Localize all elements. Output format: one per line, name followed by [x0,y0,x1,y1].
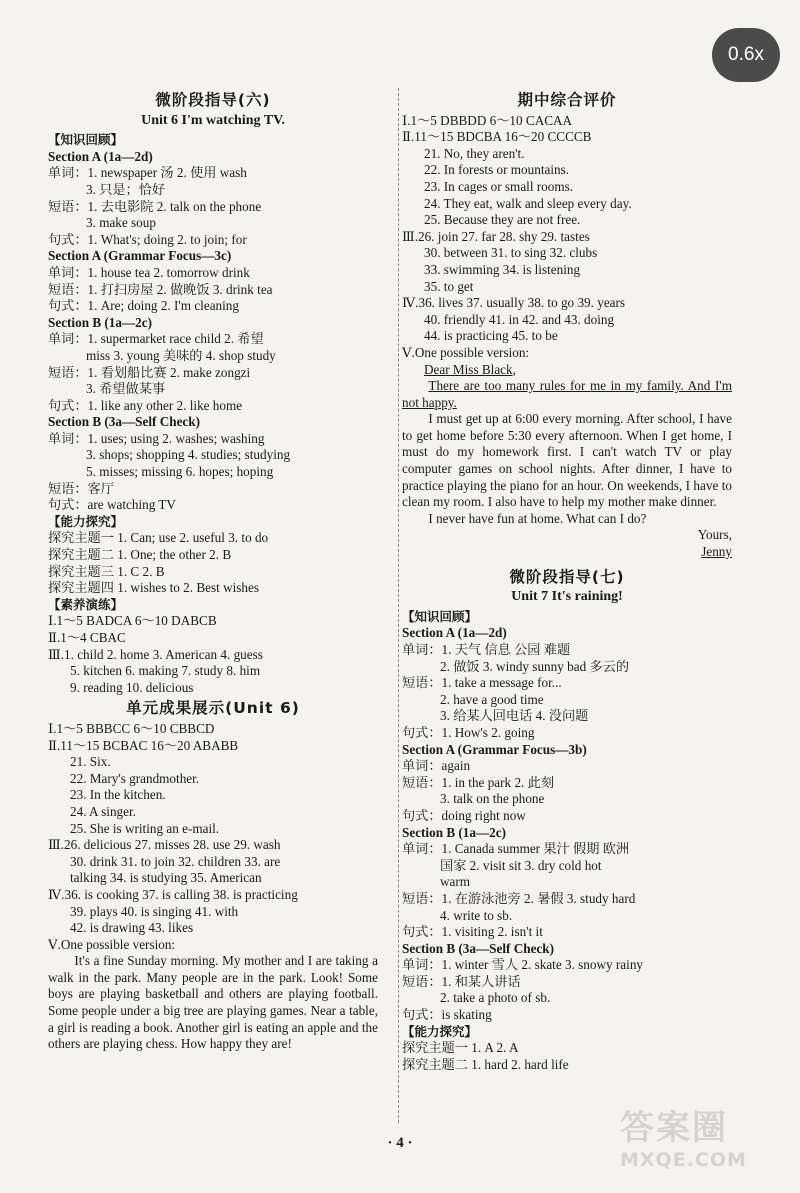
answer-line: Ⅴ.One possible version: [48,936,176,952]
answer-line: 9. reading 10. delicious [70,679,194,695]
section-title: 微阶段指导(六) [155,91,271,109]
answer-line: 句式：are watching TV [48,497,176,513]
answer-line: Ⅰ.1～5 DBBDD 6～10 CACAA [402,112,573,128]
answer-line: Ⅲ.26. delicious 27. misses 28. use 29. wash [48,837,281,853]
section-title: 期中综合评价 [517,91,617,109]
section-header: Section B (3a—Self Check) [48,414,201,430]
answer-line: Ⅳ.36. lives 37. usually 38. to go 39. years [402,295,626,311]
answer-line: 30. between 31. to sing 32. clubs [424,245,598,261]
column-divider [398,88,400,1123]
section-header: Section B (1a—2c) [402,824,507,840]
page-number: · 4 · [387,1135,413,1151]
answer-line: 21. No, they aren't. [424,145,525,161]
answer-line: 23. In cages or small rooms. [424,178,574,194]
watermark-main: 答案圈 [620,1108,728,1148]
letter-paragraph-3: I never have fun at home. What can I do? [428,510,647,526]
answer-line: 单词：1. newspaper 汤 2. 使用 wash [48,165,247,181]
answer-line: 33. swimming 34. is listening [424,261,581,277]
answer-line: 4. write to sb. [440,907,513,923]
answer-line: 探究主题四 1. wishes to 2. Best wishes [48,580,259,596]
watermark-site: MXQE.COM [620,1149,747,1171]
category-header: 【素养演练】 [48,596,124,612]
answer-line: 句式：1. visiting 2. isn't it [402,924,543,940]
letter-paragraph-2: I must get up at 6:00 every morning. After school, I have to get home before 5:30 every afternoon. When I get home, I must do my homework first. I can't watch TV or play computer games on school nights. After dinner, I have to practice playing the piano for an hour. On weekends, I have to clean my room. I also have to help my mother make dinner. [402,411,732,510]
section-header: Section B (3a—Self Check) [402,940,555,956]
answer-line: 句式：doing right now [402,807,526,823]
answer-line: 5. kitchen 6. making 7. study 8. him [70,663,261,679]
category-header: 【知识回顾】 [48,132,124,148]
answer-line: 单词：1. winter 雪人 2. skate 3. snowy rainy [402,957,644,973]
answer-line: 2. 做饭 3. windy sunny bad 多云的 [440,658,630,674]
answer-line: 3. 只是；恰好 [86,181,166,197]
answer-list-2 [402,609,732,1074]
answer-line: 24. A singer. [70,803,136,819]
answer-line: 探究主题二 1. hard 2. hard life [402,1056,569,1072]
answer-line: 短语：1. 在游泳池旁 2. 暑假 3. study hard [402,890,636,906]
answer-line: Ⅱ.1～4 CBAC [48,630,126,645]
answer-line: warm [440,874,471,890]
letter-signature: Jenny [701,544,732,560]
answer-line: 短语：客厅 [48,480,114,496]
answer-list-2 [48,721,378,953]
answer-line: 21. Six. [70,754,111,770]
section-header: Section A (1a—2d) [402,625,507,641]
essay-block [48,953,378,1053]
answer-line: 短语：1. take a message for... [402,675,562,691]
answer-line: 单词：again [402,758,471,774]
left-column [48,90,378,1053]
answer-line: 5. misses; missing 6. hopes; hoping [86,464,274,480]
unit-title-2: Unit 7 It's raining! [511,589,623,605]
letter-block [402,362,732,561]
answer-line: 40. friendly 41. in 42. and 43. doing [424,311,615,327]
answer-list [48,132,378,696]
answer-line: Ⅲ.1. child 2. home 3. American 4. guess [48,646,263,662]
section-title-2: 微阶段指导(七) [509,567,625,586]
answer-line: 25. She is writing an e-mail. [70,820,220,836]
answer-line: 探究主题一 1. Can; use 2. useful 3. to do [48,530,269,546]
answer-line: Ⅰ.1～5 BADCA 6～10 DABCB [48,613,217,629]
letter-paragraph-1: There are too many rules for me in my family. And I'm not happy. [402,378,732,410]
answer-line: 句式：1. like any other 2. like home [48,397,243,413]
answer-line: 探究主题二 1. One; the other 2. B [48,547,232,563]
section-header: Section B (1a—2c) [48,314,153,330]
answer-line: 22. Mary's grandmother. [70,770,200,786]
section-header: Section A (1a—2d) [48,148,153,164]
answer-line: Ⅱ.11～15 BCBAC 16～20 ABABB [48,737,239,753]
answer-line: 25. Because they are not free. [424,212,581,228]
answer-line: 单词：1. uses; using 2. washes; washing [48,430,265,446]
answer-line: 2. take a photo of sb. [440,990,551,1006]
answer-line: Ⅰ.1～5 BBBCC 6～10 CBBCD [48,720,215,736]
right-column [402,90,732,1073]
answer-line: Ⅳ.36. is cooking 37. is calling 38. is practicing [48,886,298,902]
answer-line: miss 3. young 美味的 4. shop study [86,347,276,363]
answer-line: 短语：1. 打扫房屋 2. 做晚饭 3. drink tea [48,281,273,297]
answer-line: 3. shops; shopping 4. studies; studying [86,447,291,463]
answer-line: 42. is drawing 43. likes [70,920,194,936]
category-header: 【能力探究】 [48,513,124,529]
answer-line: 44. is practicing 45. to be [424,328,558,344]
answer-line: 句式：is skating [402,1007,492,1023]
letter-closing: Yours, [697,527,732,543]
answer-line: 24. They eat, walk and sleep every day. [424,195,632,211]
answer-line: 短语：1. 去电影院 2. talk on the phone [48,198,262,214]
category-header: 【能力探究】 [402,1023,478,1039]
watermark-logo [620,1100,770,1185]
answer-line: Ⅱ.11～15 BDCBA 16～20 CCCCB [402,129,592,145]
answer-line: talking 34. is studying 35. American [70,870,262,886]
answer-line: 句式：1. Are; doing 2. I'm cleaning [48,298,239,314]
answer-line: 短语：1. 和某人讲话 [402,973,521,989]
answer-line: 3. make soup [86,215,156,231]
answer-line: 短语：1. 看划船比赛 2. make zongzi [48,364,251,380]
category-header: 【知识回顾】 [402,608,478,624]
essay-paragraph: It's a fine Sunday morning. My mother and I are taking a walk in the park. Many people are in the park. Look! Some boys are playing basketball and others are playing football. Some people under a big tree are playing games. Near a table, a girl is reading a book. Another girl is eating an apple and the others are playing chess. How happy they are! [48,953,378,1052]
answer-line: 单词：1. 天气 信息 公园 难题 [402,642,571,657]
unit-title: Unit 6 I'm watching TV. [141,112,285,128]
zoom-level-button[interactable] [712,28,780,82]
answer-line: 探究主题三 1. C 2. B [48,563,165,579]
answer-line: 30. drink 31. to join 32. children 33. are [70,853,281,869]
zoom-level-label: 0.6x [728,44,764,65]
answer-line: 句式：1. How's 2. going [402,724,535,740]
answer-line: Ⅴ.One possible version: [402,344,530,360]
answer-line: Ⅲ.26. join 27. far 28. shy 29. tastes [402,228,590,244]
answer-line: 3. 希望做某事 [86,381,166,397]
answer-line: 单词：1. house tea 2. tomorrow drink [48,264,250,280]
answer-line: 国家 2. visit sit 3. dry cold hot [440,857,602,873]
answer-line: 句式：1. What's; doing 2. to join; for [48,231,247,247]
answer-line: 3. 给某人回电话 4. 没问题 [440,708,589,724]
answer-line: 39. plays 40. is singing 41. with [70,903,239,919]
answer-line: 2. have a good time [440,691,544,707]
section-header: Section A (Grammar Focus—3b) [402,741,587,757]
answer-line: 35. to get [424,278,474,294]
answer-line: 短语：1. in the park 2. 此刻 [402,774,555,790]
answer-list [402,113,732,362]
answer-line: 单词：1. supermarket race child 2. 希望 [48,331,264,347]
answer-line: 3. talk on the phone [440,791,545,807]
answer-line: 探究主题一 1. A 2. A [402,1040,519,1056]
answer-line: 23. In the kitchen. [70,787,166,803]
answer-line: 22. In forests or mountains. [424,162,570,178]
section-header: Section A (Grammar Focus—3c) [48,248,232,264]
section-title-2: 单元成果展示(Unit 6) [126,699,300,718]
letter-greeting: Dear Miss Black, [424,361,516,377]
answer-line: 单词：1. Canada summer 果汁 假期 欧洲 [402,841,630,857]
